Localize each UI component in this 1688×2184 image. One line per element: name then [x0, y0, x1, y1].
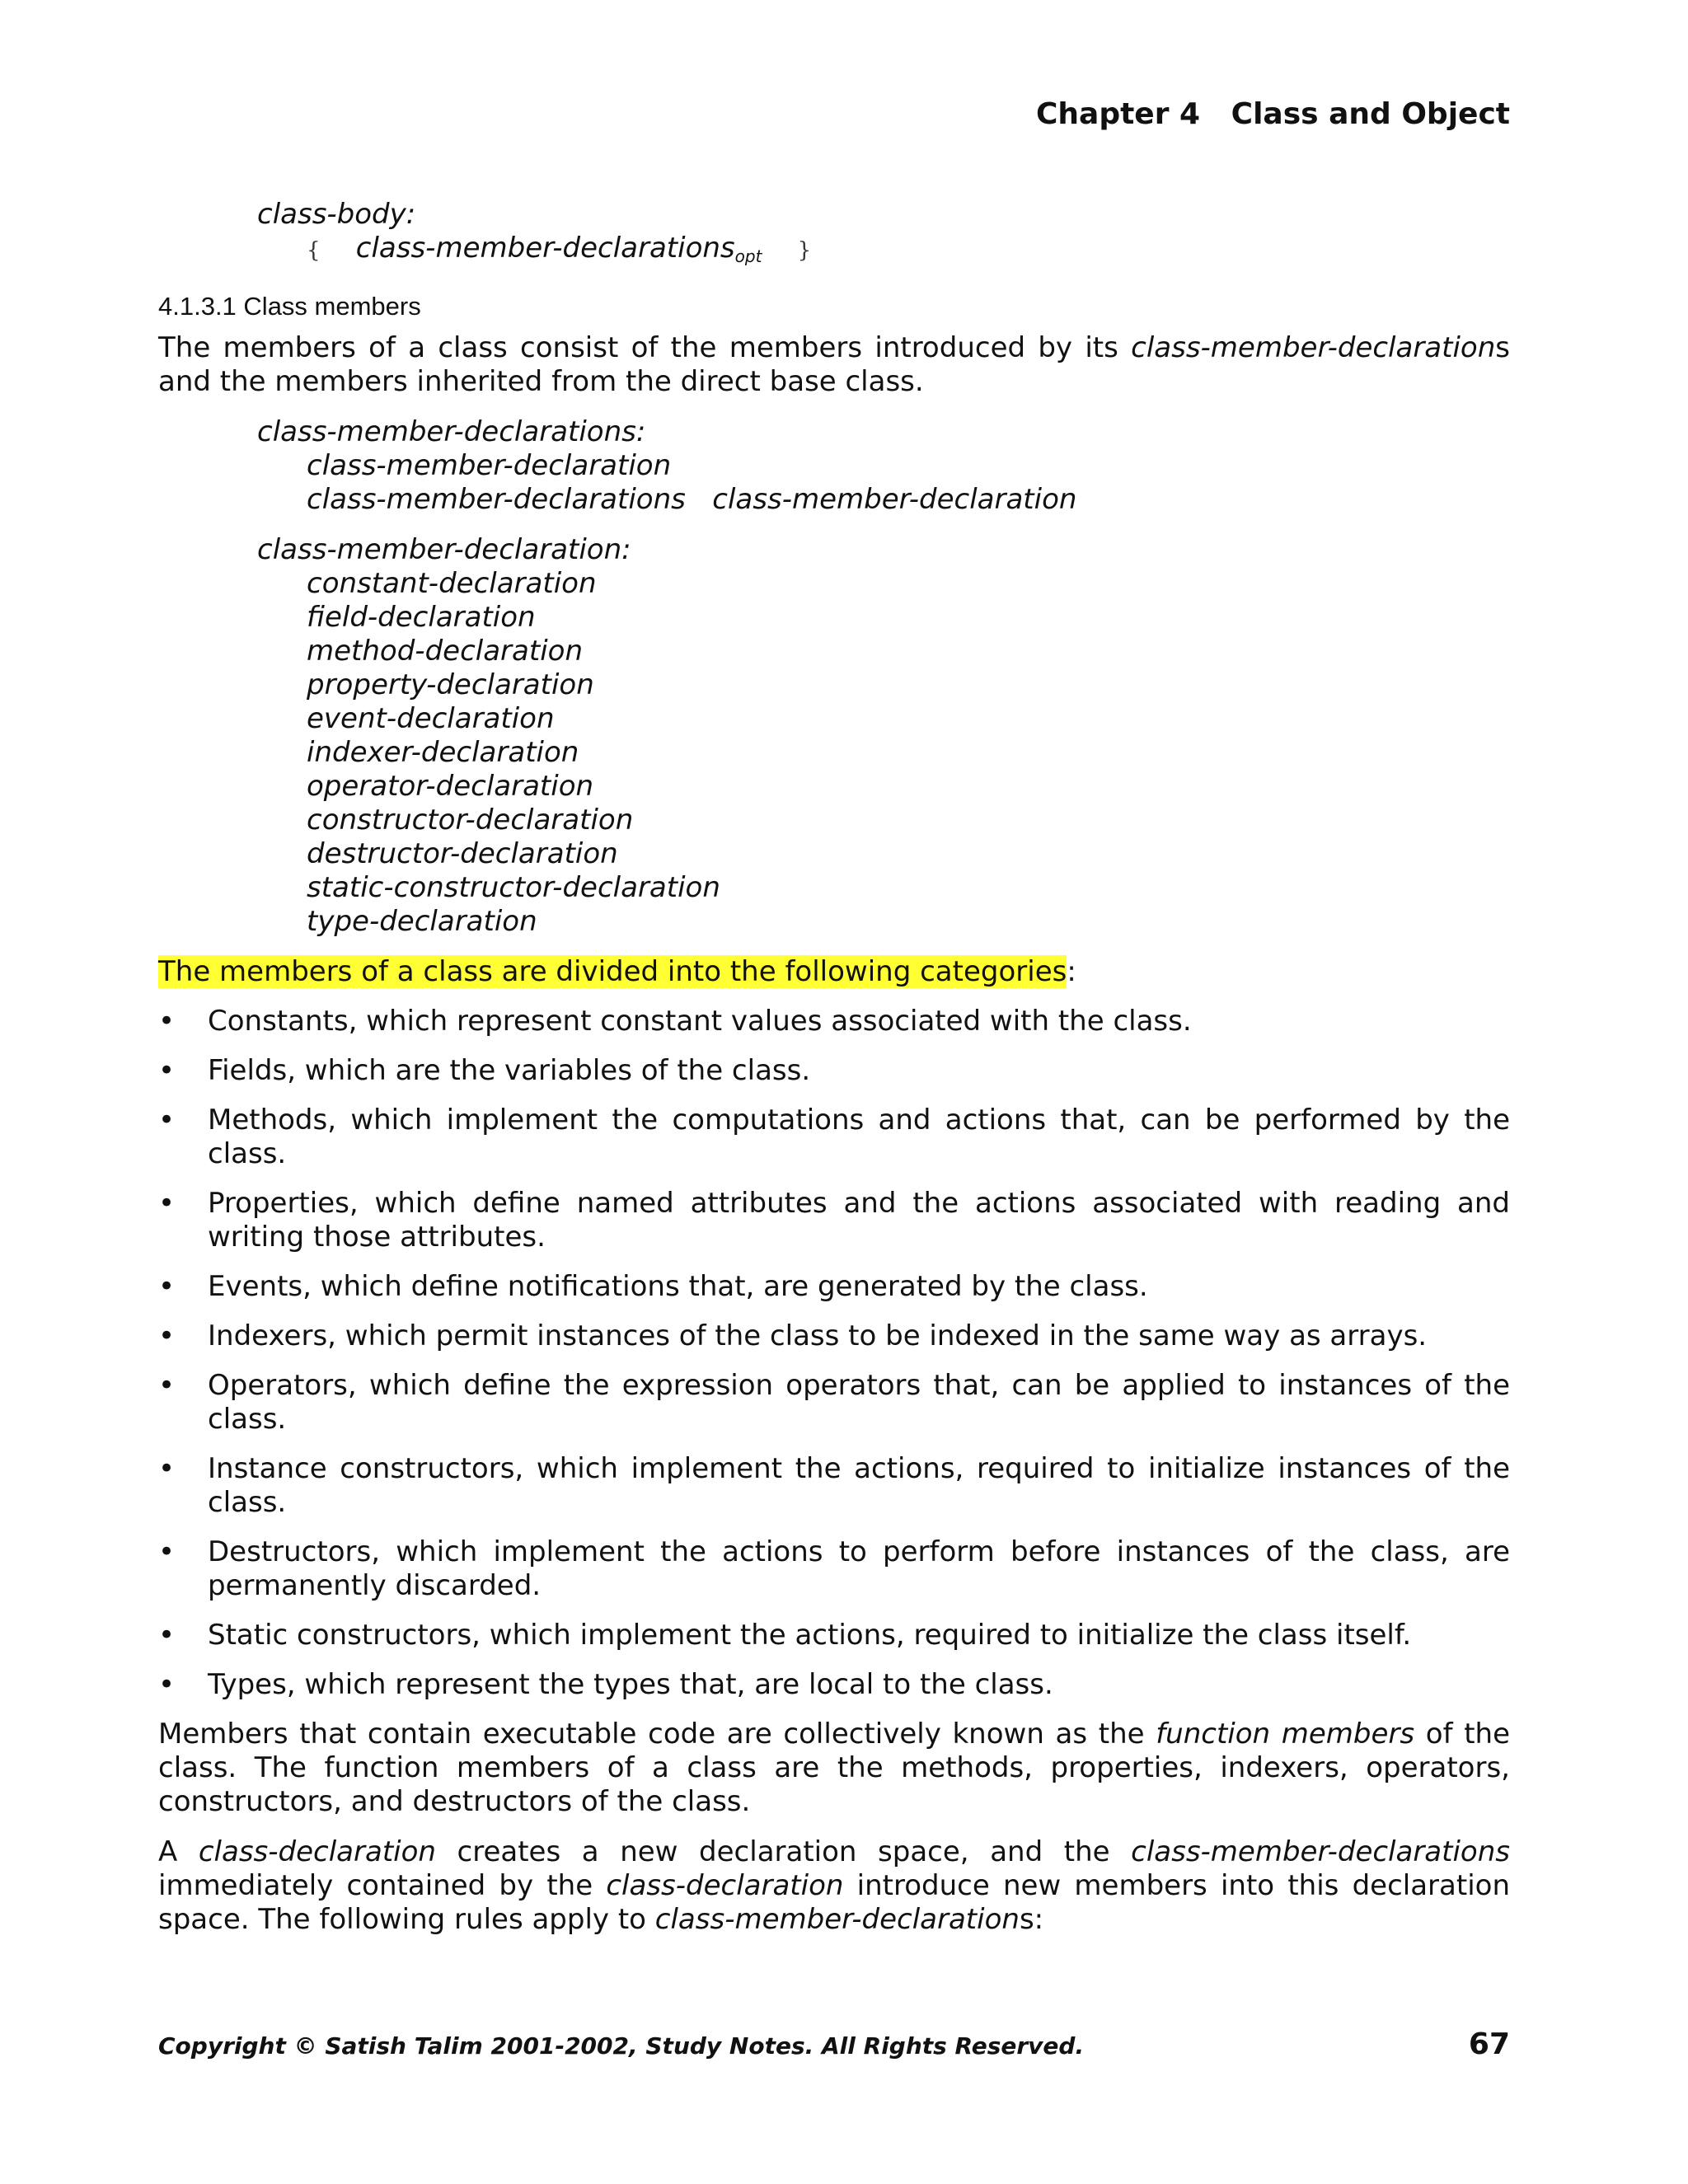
list-item: [158, 1005, 1510, 1038]
intro-paragraph: [158, 331, 1510, 399]
ds-text-4: introduce new members into this declaration space. The following rules apply to: [158, 1869, 1510, 1936]
highlighted-text: The members of a class are divided into the following categories: [158, 955, 1067, 988]
list-item: [158, 1270, 1510, 1304]
bullet-icon: •: [158, 1319, 176, 1352]
fm-text-2: of the class. The function members of a class are the methods, properties, indexers, operators, constructors, and destructors of the class.: [158, 1718, 1511, 1818]
bullet-icon: •: [158, 1054, 176, 1087]
page-footer: [158, 2027, 1510, 2061]
intro-text-1: The members of a class consist of the members introduced by its: [158, 331, 1132, 364]
grammar2-item: constant-declaration: [307, 567, 597, 600]
grammar2-item: event-declaration: [307, 702, 555, 735]
bullet-icon: •: [158, 1104, 176, 1137]
grammar1-label: class-member-declarations:: [257, 415, 646, 448]
ds-text-3: immediately contained by the: [158, 1869, 607, 1902]
opt-subscript: opt: [734, 246, 762, 266]
intro-text-2: s and the members inherited from the direct base class.: [158, 331, 1510, 398]
list-item-text: Destructors, which implement the actions to perform before instances of the class, are permanently discarded.: [208, 1535, 1510, 1602]
ds-text-5: s:: [1019, 1903, 1044, 1936]
bullet-icon: •: [158, 1535, 176, 1568]
fm-text-1: Members that contain executable code are collectively known as the: [158, 1718, 1156, 1750]
grammar2-item: type-declaration: [307, 905, 537, 938]
categories-colon: :: [1067, 955, 1076, 988]
list-item: [158, 1619, 1510, 1652]
grammar2-item: indexer-declaration: [307, 736, 579, 769]
bullet-icon: •: [158, 1005, 176, 1038]
grammar2-item: method-declaration: [307, 635, 583, 668]
bullet-icon: •: [158, 1619, 176, 1652]
grammar2-item: constructor-declaration: [307, 804, 634, 837]
fm-italic: function members: [1156, 1718, 1415, 1750]
ds-italic-4: class-member-declaration: [654, 1903, 1020, 1936]
list-item: [158, 1668, 1510, 1702]
list-item: [158, 1369, 1510, 1436]
declaration-space-paragraph: [158, 1835, 1510, 1937]
function-members-paragraph: [158, 1718, 1510, 1819]
section-heading: 4.1.3.1 Class members: [158, 292, 421, 321]
intro-italic: class-member-declaration: [1131, 331, 1496, 364]
grammar1-line2b: class-member-declaration: [712, 483, 1077, 516]
open-brace: {: [307, 238, 321, 263]
list-item-text: Fields, which are the variables of the class.: [208, 1054, 811, 1087]
list-item: [158, 1535, 1510, 1603]
bullet-icon: •: [158, 1369, 176, 1402]
list-item: [158, 1187, 1510, 1254]
grammar2-item: destructor-declaration: [307, 837, 618, 870]
ds-italic-3: class-declaration: [606, 1869, 844, 1902]
grammar1-line1: class-member-declaration: [307, 449, 672, 482]
list-item: [158, 1319, 1510, 1353]
ds-text-2: creates a new declaration space, and the: [435, 1835, 1132, 1868]
chapter-header: Chapter 4 Class and Object: [1035, 97, 1510, 131]
list-item: [158, 1104, 1510, 1171]
categories-list: [158, 1005, 1510, 1702]
grammar1-line2a: class-member-declarations: [307, 483, 686, 516]
class-body-member: class-member-declarations: [355, 232, 735, 265]
list-item-text: Events, which define notifications that, are generated by the class.: [208, 1270, 1148, 1303]
list-item-text: Properties, which define named attributes and the actions associated with reading and writing those attributes.: [208, 1187, 1510, 1254]
list-item-text: Types, which represent the types that, are local to the class.: [208, 1668, 1053, 1701]
categories-intro: [158, 955, 1510, 989]
grammar-class-member-declarations: [158, 415, 1510, 517]
page-content: [158, 198, 1510, 1953]
page-number: 67: [1468, 2027, 1510, 2061]
list-item-text: Operators, which define the expression operators that, can be applied to instances of the class.: [208, 1369, 1510, 1436]
bullet-icon: •: [158, 1452, 176, 1485]
list-item-text: Constants, which represent constant values associated with the class.: [208, 1005, 1192, 1038]
copyright-notice: Copyright © Satish Talim 2001-2002, Study Notes. All Rights Reserved.: [158, 2032, 1085, 2060]
ds-italic-2: class-member-declarations: [1131, 1835, 1510, 1868]
class-body-label: class-body:: [257, 198, 416, 231]
grammar2-item: property-declaration: [307, 668, 594, 701]
list-item: [158, 1452, 1510, 1520]
grammar-class-member-declaration: [158, 533, 1510, 939]
ds-text-1: A: [158, 1835, 199, 1868]
bullet-icon: •: [158, 1270, 176, 1303]
bullet-icon: •: [158, 1668, 176, 1701]
grammar2-label: class-member-declaration:: [257, 533, 631, 566]
grammar2-item: field-declaration: [307, 601, 536, 634]
ds-italic-1: class-declaration: [198, 1835, 436, 1868]
list-item-text: Methods, which implement the computations and actions that, can be performed by the class.: [208, 1104, 1510, 1170]
list-item: [158, 1054, 1510, 1088]
close-brace: }: [797, 238, 812, 263]
list-item-text: Indexers, which permit instances of the class to be indexed in the same way as arrays.: [208, 1319, 1428, 1352]
grammar2-item: operator-declaration: [307, 770, 594, 803]
list-item-text: Static constructors, which implement the actions, required to initialize the class itself.: [208, 1619, 1412, 1652]
bullet-icon: •: [158, 1187, 176, 1220]
list-item-text: Instance constructors, which implement the actions, required to initialize instances of the class.: [208, 1452, 1510, 1519]
grammar1-line2: [307, 483, 1510, 517]
class-body-rule: [307, 232, 1510, 265]
grammar2-item: static-constructor-declaration: [307, 871, 720, 904]
